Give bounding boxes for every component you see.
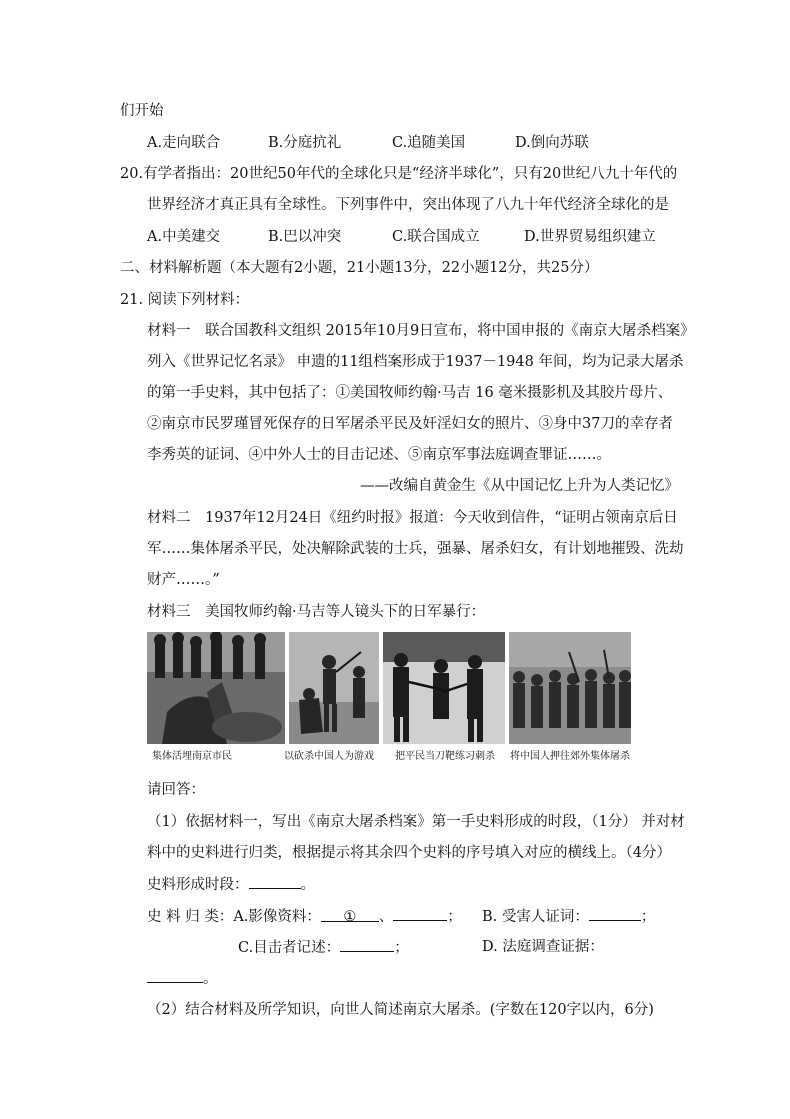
- blank-b[interactable]: [589, 906, 641, 921]
- material1-line3: 的第一手史料，其中包括了：①美国牧师约翰·马吉 16 毫米摄影机及其胶片母片、: [147, 385, 673, 401]
- sep-semicolon-b: ；: [640, 909, 656, 925]
- q20-option-d: D.世界贸易组织建立: [524, 229, 656, 245]
- classify-c: [238, 937, 409, 958]
- part1-line2: 料中的史料进行归类，根据提示将其余四个史料的序号填入对应的横线上。（4分）: [147, 845, 671, 861]
- material1-line2: 列入《世界记忆名录》 申遗的11组档案形成于1937－1948 年间，均为记录大屠杀: [147, 354, 684, 370]
- sep-comma: 、: [378, 909, 394, 925]
- caption-photo-2: 以砍杀中国人为游戏: [284, 751, 374, 762]
- caption-photo-4: 将中国人押往郊外集体屠杀: [510, 751, 630, 762]
- material1-line4: ②南京市民罗瑾冒死保存的日军屠杀平民及奸淫妇女的照片、③身中37刀的幸存者: [147, 416, 673, 432]
- blank-a2[interactable]: [393, 906, 447, 921]
- material2-line3: 财产……。”: [147, 572, 220, 588]
- blank-c[interactable]: [340, 937, 394, 952]
- answer-prompt: 请回答：: [147, 782, 205, 798]
- photo-killing-game: [289, 632, 379, 744]
- photo-mass-burial: [147, 632, 285, 744]
- atrocity-photo-strip: [147, 632, 607, 744]
- caption-photo-1: 集体活埋南京市民: [152, 751, 232, 762]
- q19-option-d: D.倒向苏联: [515, 135, 589, 151]
- q20-option-a: A.中美建交: [147, 229, 221, 245]
- material1-source: ——改编自黄金生《从中国记忆上升为人类记忆》: [360, 478, 679, 494]
- b-label: B. 受害人证词：: [482, 909, 589, 925]
- q20-stem-line2: 世界经济才真正具有全球性。下列事件中，突出体现了八九十年代经济全球化的是: [147, 197, 669, 213]
- q20-option-c: C.联合国成立: [392, 229, 480, 245]
- material2-line2: 军……集体屠杀平民，处决解除武装的士兵，强暴、屠杀妇女，有计划地摧毁、洗劫: [147, 541, 684, 557]
- classify-b: [482, 906, 655, 927]
- photo-escort-to-execution: [509, 632, 631, 744]
- q20-option-b: B.巴以冲突: [268, 229, 342, 245]
- c-label: C.目击者记述：: [238, 940, 341, 956]
- classify-row: [147, 906, 462, 927]
- period-label: 史料形成时段：: [147, 877, 249, 893]
- classify-label: 史 料 归 类：A.影像资料：: [147, 909, 321, 925]
- period-end: 。: [300, 877, 315, 893]
- blank-a1-example: ①: [343, 909, 357, 925]
- material1-line1: 材料一 联合国教科文组织 2015年10月9日宣布，将中国申报的《南京大屠杀档案》: [147, 323, 695, 339]
- q19-stem-tail: 们开始: [120, 103, 164, 119]
- q19-option-b: B.分庭抗礼: [268, 135, 342, 151]
- blank-a1[interactable]: [321, 907, 379, 925]
- sep-semicolon-a: ；: [447, 909, 462, 925]
- q20-stem-line1: 20.有学者指出：20世纪50年代的全球化只是“经济半球化”，只有20世纪八九十年代的: [120, 166, 678, 182]
- classify-d: D. 法庭调查证据：: [482, 939, 604, 955]
- q21-intro: 21. 阅读下列材料：: [120, 292, 250, 308]
- sep-semicolon-c: ；: [394, 940, 409, 956]
- part1-line1: （1）依据材料一，写出《南京大屠杀档案》第一手史料形成的时段，（1分） 并对材: [147, 814, 685, 830]
- material3-heading: 材料三 美国牧师约翰·马吉等人镜头下的日军暴行：: [147, 604, 486, 620]
- d-end: 。: [203, 971, 218, 987]
- material2-line1: 材料二 1937年12月24日《纽约时报》报道：今天收到信件，“证明占领南京后日: [147, 510, 678, 526]
- photo-bayonet-practice: [383, 632, 505, 744]
- q19-option-c: C.追随美国: [392, 135, 466, 151]
- period-row: [147, 874, 315, 895]
- section-heading: 二、材料解析题（本大题有2小题，21小题13分，22小题12分，共25分）: [120, 260, 599, 276]
- period-blank[interactable]: [249, 874, 301, 889]
- classify-d-blank-row: [147, 968, 218, 989]
- part2: （2）结合材料及所学知识，向世人简述南京大屠杀。(字数在120字以内，6分): [147, 1002, 654, 1018]
- caption-photo-3: 把平民当刀靶练习刺杀: [395, 751, 495, 762]
- blank-d[interactable]: [147, 968, 203, 983]
- q19-option-a: A.走向联合: [147, 135, 221, 151]
- material1-line5: 李秀英的证词、④中外人士的目击记述、⑤南京军事法庭调查罪证……。: [147, 447, 611, 463]
